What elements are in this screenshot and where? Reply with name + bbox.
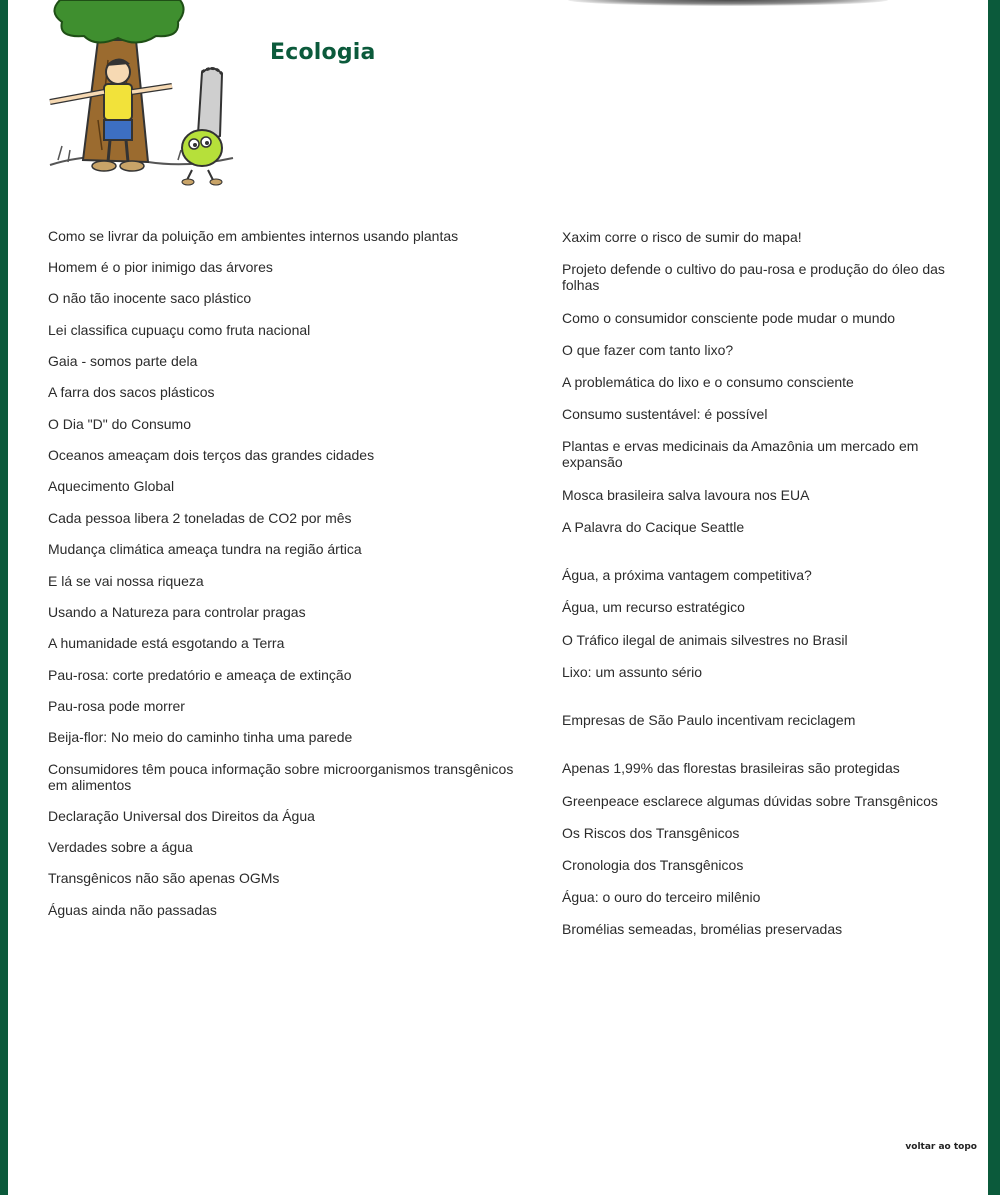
article-link[interactable]: A farra dos sacos plásticos	[48, 384, 215, 400]
article-link[interactable]: Como se livrar da poluição em ambientes internos usando plantas	[48, 228, 459, 244]
article-link[interactable]: Lei classifica cupuaçu como fruta nacional	[48, 322, 311, 338]
article-link[interactable]: Lixo: um assunto sério	[562, 664, 703, 680]
article-link[interactable]: Água, um recurso estratégico	[562, 599, 745, 615]
article-link[interactable]: Pau-rosa: corte predatório e ameaça de extinção	[48, 667, 352, 683]
article-link[interactable]: A humanidade está esgotando a Terra	[48, 635, 285, 651]
article-link[interactable]: Água, a próxima vantagem competitiva?	[562, 567, 812, 583]
article-link[interactable]: Oceanos ameaçam dois terços das grandes cidades	[48, 447, 375, 463]
article-link[interactable]: Águas ainda não passadas	[48, 902, 217, 918]
article-link[interactable]: Aquecimento Global	[48, 478, 175, 494]
page-content	[8, 0, 988, 1195]
article-link[interactable]: Verdades sobre a água	[48, 839, 193, 855]
article-link[interactable]: Cada pessoa libera 2 toneladas de CO2 por mês	[48, 510, 352, 526]
article-link[interactable]: A problemática do lixo e o consumo consciente	[562, 374, 854, 390]
article-link[interactable]: Água: o ouro do terceiro milênio	[562, 889, 761, 905]
article-link[interactable]: O não tão inocente saco plástico	[48, 290, 252, 306]
article-link[interactable]: E lá se vai nossa riqueza	[48, 573, 204, 589]
article-link[interactable]: Consumo sustentável: é possível	[562, 406, 768, 422]
article-link[interactable]: Consumidores têm pouca informação sobre microorganismos transgênicos em alimentos	[48, 761, 514, 793]
article-link[interactable]: Mudança climática ameaça tundra na região ártica	[48, 541, 362, 557]
article-link[interactable]: Empresas de São Paulo incentivam reciclagem	[562, 712, 856, 728]
article-link[interactable]: Declaração Universal dos Direitos da Água	[48, 808, 315, 824]
article-link[interactable]: Como o consumidor consciente pode mudar o mundo	[562, 310, 896, 326]
article-link[interactable]: Bromélias semeadas, bromélias preservadas	[562, 921, 843, 937]
article-link[interactable]: Xaxim corre o risco de sumir do mapa!	[562, 229, 802, 245]
article-link[interactable]: A Palavra do Cacique Seattle	[562, 519, 745, 535]
article-link[interactable]: Pau-rosa pode morrer	[48, 698, 185, 714]
article-link[interactable]: Beija-flor: No meio do caminho tinha uma parede	[48, 729, 353, 745]
article-link[interactable]: Cronologia dos Transgênicos	[562, 857, 744, 873]
article-link[interactable]: Gaia - somos parte dela	[48, 353, 198, 369]
article-link[interactable]: O que fazer com tanto lixo?	[562, 342, 734, 358]
article-link[interactable]: Plantas e ervas medicinais da Amazônia um mercado em expansão	[562, 438, 919, 470]
article-link[interactable]: O Tráfico ilegal de animais silvestres no Brasil	[562, 632, 848, 648]
article-link[interactable]: O Dia "D" do Consumo	[48, 416, 191, 432]
header-shadow	[568, 0, 888, 6]
tree-chainsaw-illustration	[38, 0, 238, 190]
article-link[interactable]: Transgênicos não são apenas OGMs	[48, 870, 280, 886]
back-to-top-link[interactable]: voltar ao topo	[905, 1142, 977, 1152]
article-link[interactable]: Apenas 1,99% das florestas brasileiras são protegidas	[562, 760, 900, 776]
article-link[interactable]: Greenpeace esclarece algumas dúvidas sobre Transgênicos	[562, 793, 938, 809]
article-link[interactable]: Os Riscos dos Transgênicos	[562, 825, 740, 841]
article-link[interactable]: Usando a Natureza para controlar pragas	[48, 604, 306, 620]
page-title: Ecologia	[270, 40, 376, 65]
article-link[interactable]: Homem é o pior inimigo das árvores	[48, 259, 273, 275]
article-link[interactable]: Projeto defende o cultivo do pau-rosa e produção do óleo das folhas	[562, 261, 945, 293]
article-link[interactable]: Mosca brasileira salva lavoura nos EUA	[562, 487, 810, 503]
